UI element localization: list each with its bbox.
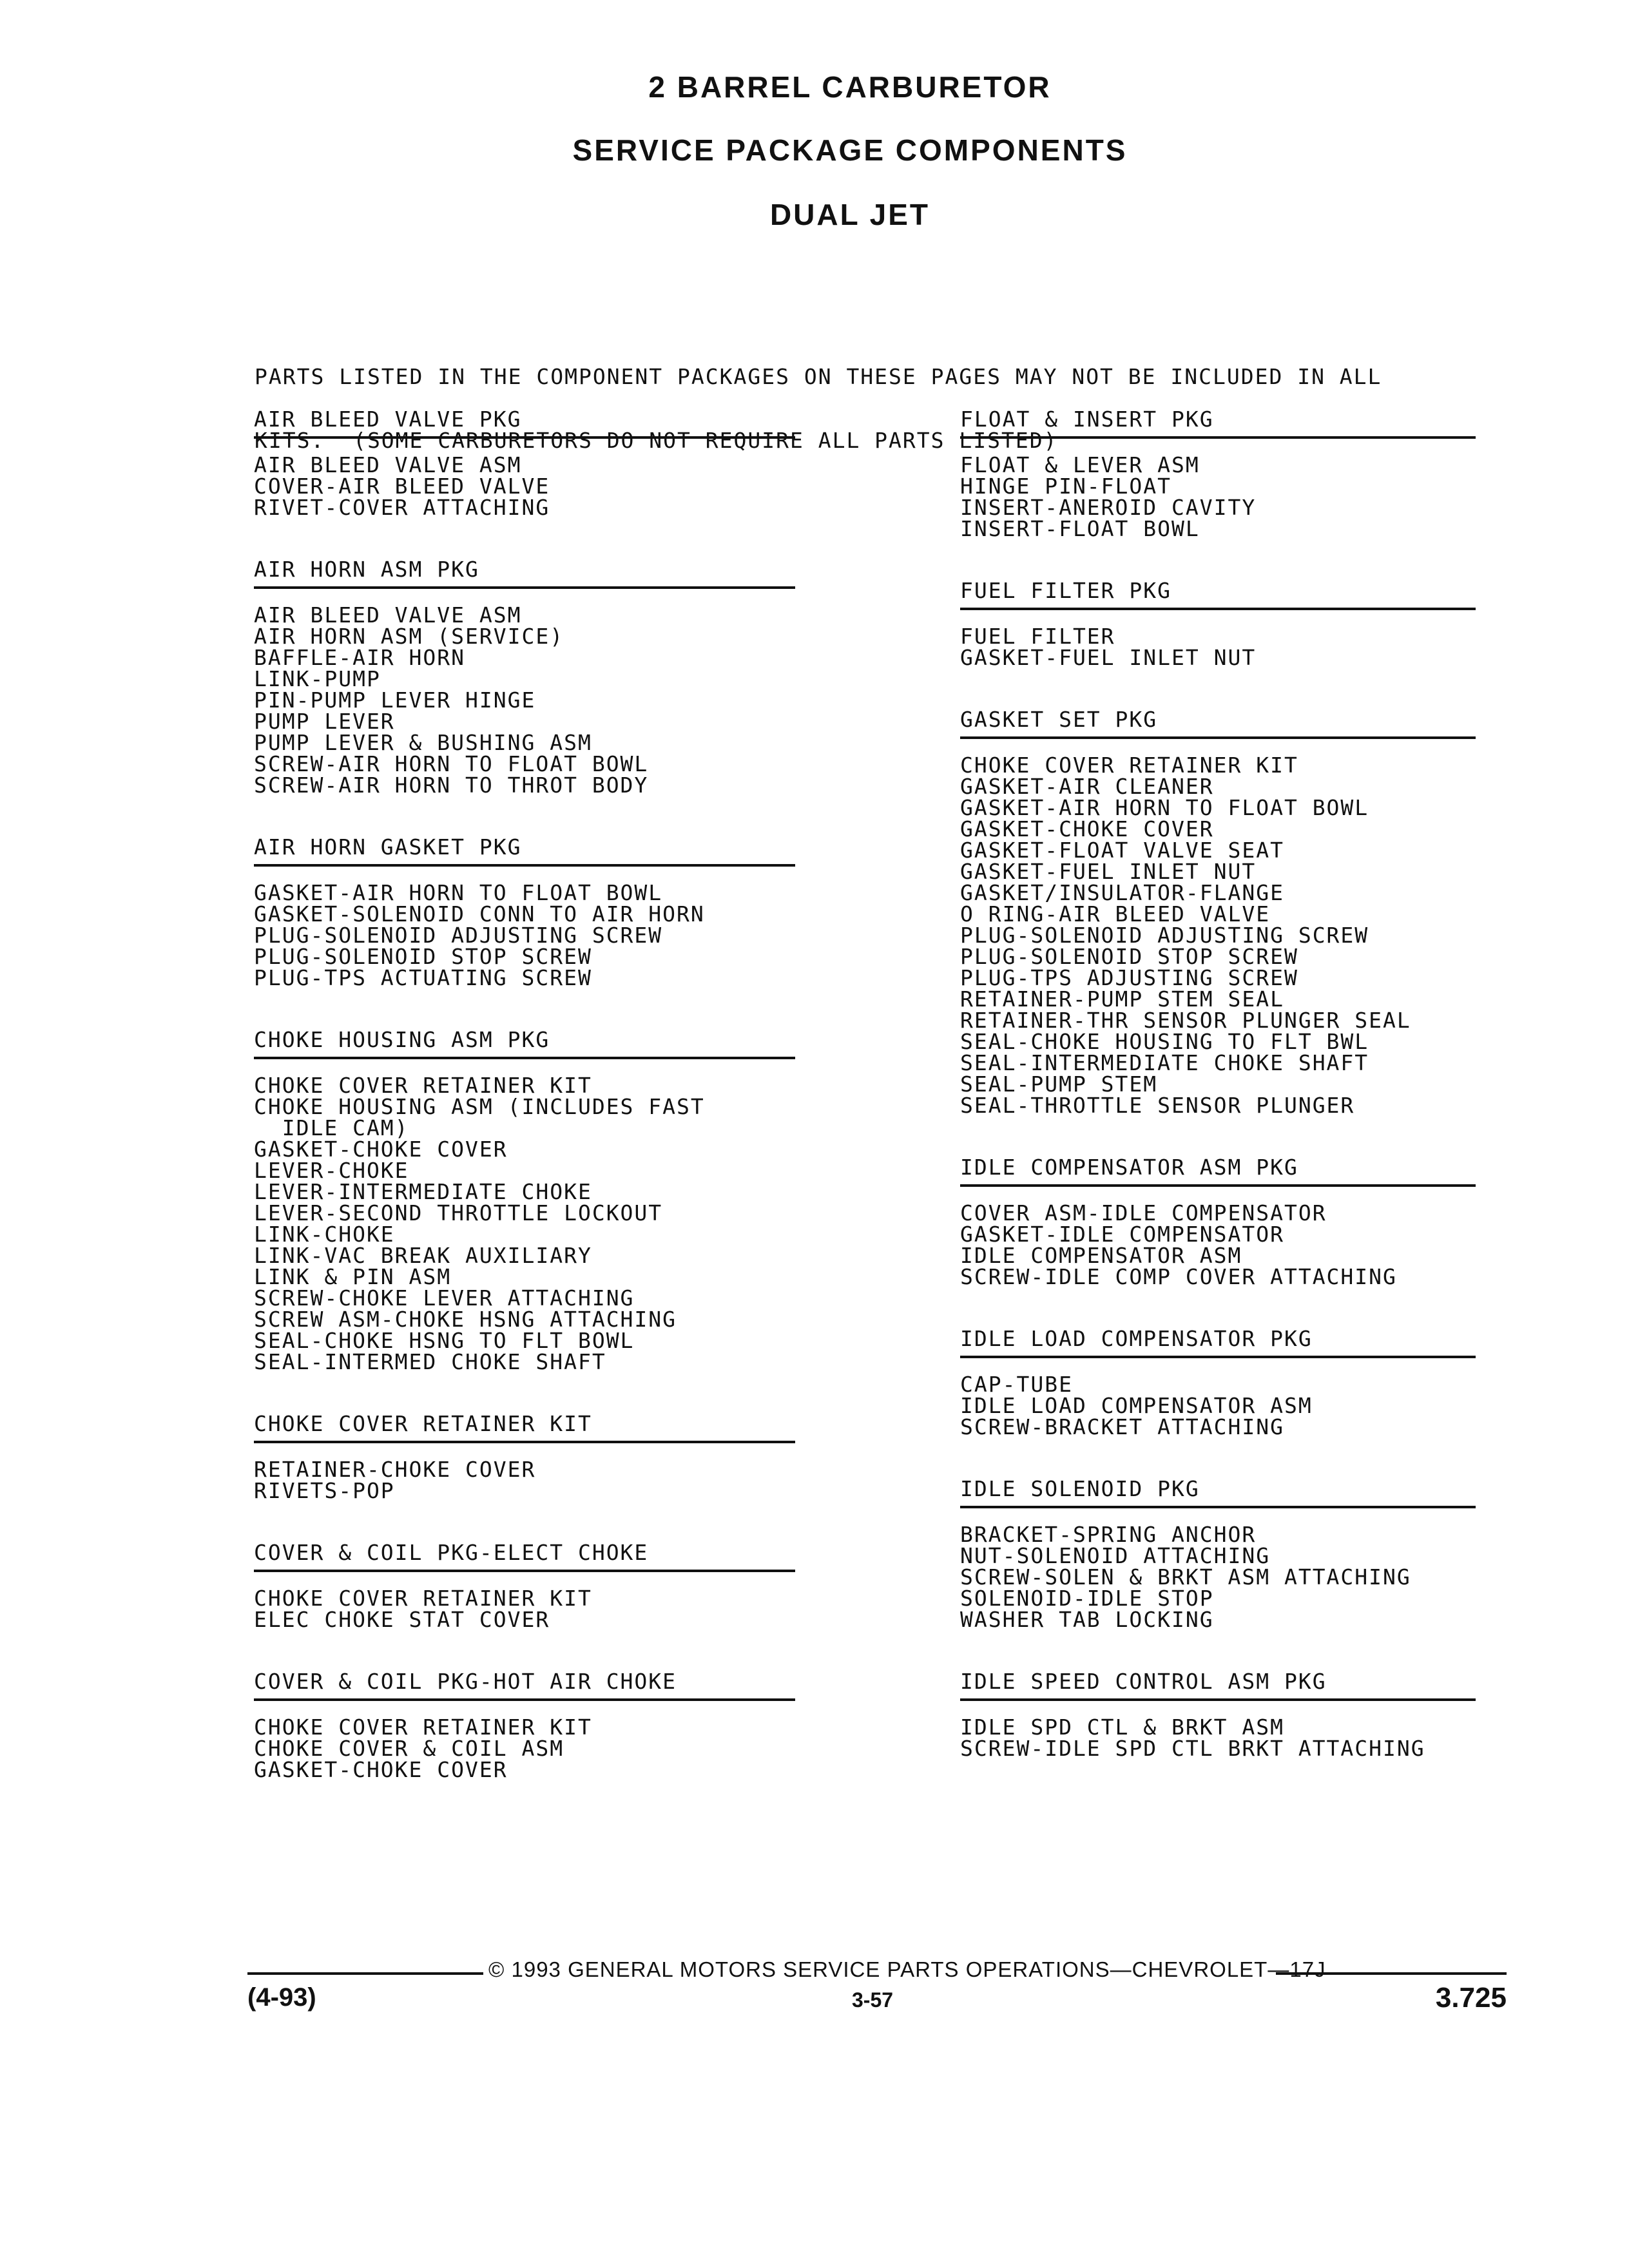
part-item: SOLENOID-IDLE STOP (960, 1586, 1214, 1611)
package-heading: FUEL FILTER PKG (960, 580, 1476, 610)
package-items (254, 1716, 795, 1780)
package-section (960, 1157, 1476, 1287)
part-item: GASKET-AIR HORN TO FLOAT BOWL (254, 880, 663, 905)
part-item: CHOKE COVER RETAINER KIT (254, 1073, 592, 1098)
package-heading: CHOKE COVER RETAINER KIT (254, 1413, 795, 1443)
package-items (254, 1459, 795, 1501)
part-item: CAP-TUBE (960, 1372, 1073, 1397)
package-section (254, 408, 795, 518)
part-item: HINGE PIN-FLOAT (960, 474, 1172, 499)
part-item: CHOKE COVER RETAINER KIT (254, 1586, 592, 1611)
page-subtitle: SERVICE PACKAGE COMPONENTS (572, 133, 1128, 167)
part-item: LEVER-CHOKE (254, 1158, 409, 1183)
package-items (960, 1202, 1476, 1287)
package-section (254, 836, 795, 988)
part-item: SCREW-BRACKET ATTACHING (960, 1414, 1284, 1439)
page-variant: DUAL JET (769, 198, 930, 231)
part-item: LINK-CHOKE (254, 1222, 395, 1247)
part-item: AIR HORN ASM (SERVICE) (254, 624, 564, 649)
part-item: GASKET-CHOKE COVER (960, 816, 1214, 841)
part-item: FUEL FILTER (960, 624, 1115, 649)
package-items (960, 454, 1476, 539)
part-item: ELEC CHOKE STAT COVER (254, 1607, 550, 1632)
part-item: GASKET-FUEL INLET NUT (960, 645, 1257, 670)
part-item: GASKET-FUEL INLET NUT (960, 859, 1257, 884)
part-item: INSERT-ANEROID CAVITY (960, 495, 1257, 520)
package-items (254, 1588, 795, 1630)
part-item: PUMP LEVER (254, 709, 395, 734)
part-item: GASKET-SOLENOID CONN TO AIR HORN (254, 901, 705, 927)
part-item: PLUG-SOLENOID ADJUSTING SCREW (254, 923, 663, 948)
package-section (254, 559, 795, 796)
footer-rule-left (247, 1972, 483, 1975)
part-item: SCREW-IDLE COMP COVER ATTACHING (960, 1264, 1397, 1289)
right-column (960, 408, 1476, 1800)
part-item: SEAL-CHOKE HSNG TO FLT BOWL (254, 1328, 635, 1353)
intro-line: KITS. (SOME CARBURETORS DO NOT REQUIRE ALL PARTS LISTED) (255, 428, 1058, 453)
part-item: AIR BLEED VALVE ASM (254, 602, 522, 628)
package-heading: CHOKE HOUSING ASM PKG (254, 1029, 795, 1059)
package-items (254, 604, 795, 796)
part-item: O RING-AIR BLEED VALVE (960, 901, 1271, 927)
part-item: IDLE LOAD COMPENSATOR ASM (960, 1393, 1313, 1418)
package-heading: IDLE SPEED CONTROL ASM PKG (960, 1671, 1476, 1701)
part-item: GASKET-AIR HORN TO FLOAT BOWL (960, 795, 1369, 820)
part-item: SCREW-IDLE SPD CTL BRKT ATTACHING (960, 1736, 1425, 1761)
part-item: IDLE SPD CTL & BRKT ASM (960, 1715, 1284, 1740)
package-section (960, 1671, 1476, 1759)
package-heading: AIR HORN ASM PKG (254, 559, 795, 589)
package-section (960, 580, 1476, 668)
part-item: WASHER TAB LOCKING (960, 1607, 1214, 1632)
part-item: CHOKE COVER & COIL ASM (254, 1736, 564, 1761)
page-number: 3-57 (852, 1988, 894, 2012)
section-number: 3.725 (1435, 1982, 1507, 2013)
part-item: NUT-SOLENOID ATTACHING (960, 1543, 1271, 1568)
package-heading: AIR BLEED VALVE PKG (254, 408, 795, 439)
package-section (960, 1328, 1476, 1437)
part-item: RETAINER-THR SENSOR PLUNGER SEAL (960, 1008, 1411, 1033)
footer-rule-right (1276, 1972, 1507, 1975)
package-items (960, 1524, 1476, 1630)
part-item: SCREW-AIR HORN TO THROT BODY (254, 773, 649, 798)
package-section (960, 408, 1476, 539)
package-items (960, 626, 1476, 668)
package-section (960, 1478, 1476, 1630)
part-item: GASKET-AIR CLEANER (960, 774, 1214, 799)
part-item: IDLE COMPENSATOR ASM (960, 1243, 1242, 1268)
part-item: LEVER-INTERMEDIATE CHOKE (254, 1179, 592, 1204)
part-item: COVER ASM-IDLE COMPENSATOR (960, 1200, 1327, 1225)
package-items (254, 882, 795, 988)
part-item: LEVER-SECOND THROTTLE LOCKOUT (254, 1200, 663, 1225)
part-item: RETAINER-PUMP STEM SEAL (960, 986, 1284, 1012)
part-item: PLUG-SOLENOID STOP SCREW (254, 944, 592, 969)
part-item: PUMP LEVER & BUSHING ASM (254, 730, 592, 755)
left-column (254, 408, 795, 1821)
part-item: SEAL-INTERMEDIATE CHOKE SHAFT (960, 1050, 1369, 1075)
part-item: GASKET-CHOKE COVER (254, 1757, 508, 1782)
part-item: GASKET-FLOAT VALVE SEAT (960, 838, 1284, 863)
package-items (960, 1374, 1476, 1437)
part-item: CHOKE COVER RETAINER KIT (254, 1715, 592, 1740)
part-item: LINK & PIN ASM (254, 1264, 452, 1289)
part-item: GASKET-IDLE COMPENSATOR (960, 1222, 1284, 1247)
part-item: PLUG-SOLENOID ADJUSTING SCREW (960, 923, 1369, 948)
part-item: SEAL-THROTTLE SENSOR PLUNGER (960, 1093, 1355, 1118)
part-item: BRACKET-SPRING ANCHOR (960, 1522, 1257, 1547)
part-item: SCREW-AIR HORN TO FLOAT BOWL (254, 751, 649, 776)
package-items (960, 754, 1476, 1116)
part-item: SCREW-CHOKE LEVER ATTACHING (254, 1285, 635, 1311)
package-heading: IDLE LOAD COMPENSATOR PKG (960, 1328, 1476, 1358)
package-heading: IDLE COMPENSATOR ASM PKG (960, 1157, 1476, 1187)
part-item: INSERT-FLOAT BOWL (960, 516, 1200, 541)
part-item: SEAL-CHOKE HOUSING TO FLT BWL (960, 1029, 1369, 1054)
page-title: 2 BARREL CARBURETOR (648, 70, 1052, 104)
part-item: COVER-AIR BLEED VALVE (254, 474, 550, 499)
package-heading: IDLE SOLENOID PKG (960, 1478, 1476, 1508)
package-heading: GASKET SET PKG (960, 709, 1476, 739)
part-item: CHOKE HOUSING ASM (INCLUDES FAST (254, 1094, 705, 1119)
part-item: RETAINER-CHOKE COVER (254, 1457, 536, 1482)
part-item: SEAL-PUMP STEM (960, 1072, 1158, 1097)
package-section (254, 1542, 795, 1630)
package-heading: FLOAT & INSERT PKG (960, 408, 1476, 439)
package-items (254, 454, 795, 518)
part-item: RIVET-COVER ATTACHING (254, 495, 550, 520)
part-item: PLUG-TPS ADJUSTING SCREW (960, 965, 1298, 990)
part-item: BAFFLE-AIR HORN (254, 645, 466, 670)
part-item: PLUG-TPS ACTUATING SCREW (254, 965, 592, 990)
part-item: SCREW-SOLEN & BRKT ASM ATTACHING (960, 1564, 1411, 1590)
package-heading: COVER & COIL PKG-HOT AIR CHOKE (254, 1671, 795, 1701)
package-items (254, 1075, 795, 1372)
part-item: LINK-PUMP (254, 666, 381, 691)
part-item: PLUG-SOLENOID STOP SCREW (960, 944, 1298, 969)
part-item: GASKET-CHOKE COVER (254, 1137, 508, 1162)
intro-line: PARTS LISTED IN THE COMPONENT PACKAGES ON THESE PAGES MAY NOT BE INCLUDED IN ALL (255, 364, 1382, 389)
part-item: SCREW ASM-CHOKE HSNG ATTACHING (254, 1307, 677, 1332)
part-item: IDLE CAM) (254, 1115, 409, 1140)
package-items (960, 1716, 1476, 1759)
package-heading: AIR HORN GASKET PKG (254, 836, 795, 867)
part-item: PIN-PUMP LEVER HINGE (254, 687, 536, 713)
package-section (254, 1029, 795, 1372)
package-heading: COVER & COIL PKG-ELECT CHOKE (254, 1542, 795, 1572)
part-item: RIVETS-POP (254, 1478, 395, 1503)
package-section (254, 1413, 795, 1501)
part-item: AIR BLEED VALVE ASM (254, 452, 522, 477)
part-item: LINK-VAC BREAK AUXILIARY (254, 1243, 592, 1268)
part-item: FLOAT & LEVER ASM (960, 452, 1200, 477)
package-section (254, 1671, 795, 1780)
package-section (960, 709, 1476, 1116)
part-item: GASKET/INSULATOR-FLANGE (960, 880, 1284, 905)
part-item: SEAL-INTERMED CHOKE SHAFT (254, 1349, 606, 1374)
copyright-notice: © 1993 GENERAL MOTORS SERVICE PARTS OPERATIONS—CHEVROLET—17J (488, 1957, 1326, 1981)
part-item: CHOKE COVER RETAINER KIT (960, 753, 1298, 778)
date-code: (4-93) (247, 1983, 316, 2012)
